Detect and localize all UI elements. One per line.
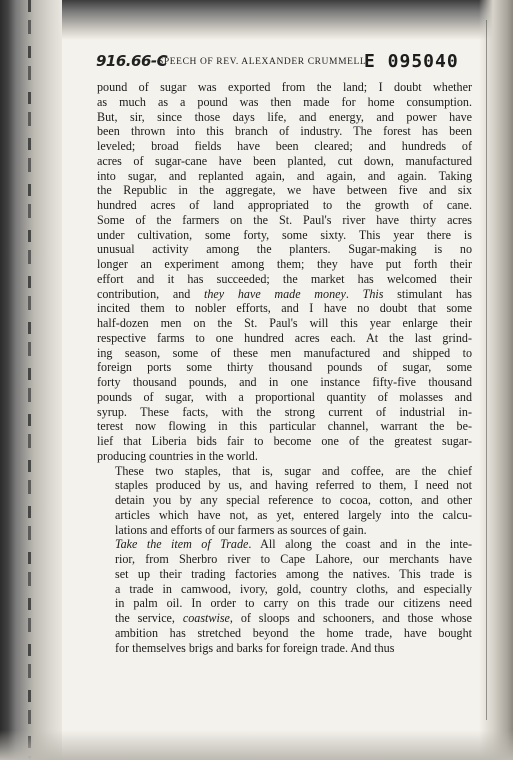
- paragraph: [97, 537, 472, 655]
- text-line: acres of sugar-cane have been planted, cut down, manufactured: [97, 153, 472, 168]
- text-line: in palm oil. In order to carry on this trade our citizens need: [115, 596, 472, 611]
- text-line: effort and it has succeeded; the market has welcomed their: [97, 271, 472, 286]
- text-line: the Republic in the aggregate, we have between five and six: [97, 183, 472, 198]
- text-line: Take the item of Trade. All along the coast and in the inte-: [115, 537, 472, 552]
- text-line: contribution, and they have made money. This stimulant has: [97, 286, 472, 301]
- text-line: half-dozen men on the St. Paul's will this year enlarge their: [97, 316, 472, 330]
- text-line: pounds of sugar, with a proportional quantity of molasses and: [97, 389, 472, 404]
- text-line: producing countries in the world.: [97, 448, 258, 463]
- text-line: hundred acres of land appropriated to the growth of cane.: [97, 198, 472, 212]
- text-line: under cultivation, some forty, some sixty. This year there is: [97, 227, 472, 242]
- text-line: articles which have not, as yet, entered largely into the calcu-: [115, 507, 472, 522]
- text-line: set up their trading factories among the natives. This trade is: [115, 566, 472, 581]
- text-line: been thrown into this branch of industry. The forest has been: [97, 124, 472, 139]
- text-line: forty thousand pounds, and in one instance fifty-five thousand: [97, 375, 472, 389]
- binding-edge: [0, 0, 62, 760]
- text-line: syrup. These facts, with the strong current of industrial in-: [97, 404, 472, 419]
- text-line: detain you by any special reference to cocoa, cotton, and other: [115, 493, 472, 507]
- text-line: longer an experiment among them; they have put forth their: [97, 257, 472, 271]
- text-line: into sugar, and replanted again, and again, and again. Taking: [97, 168, 472, 183]
- text-line: incited them to nobler efforts, and I have no doubt that some: [97, 301, 472, 316]
- text-line: terest now flowing in this particular channel, warrant the be-: [97, 419, 472, 434]
- scan-shadow-top: [0, 0, 513, 40]
- text-line: staples produced by us, and having referred to them, I need not: [115, 478, 472, 493]
- text-line: for themselves brigs and barks for foreign trade. And thus: [115, 640, 395, 655]
- text-line: ing season, some of these men manufactured and shipped to: [97, 345, 472, 360]
- text-line: unusual activity among the planters. Sugar-making is no: [97, 242, 472, 257]
- paragraph: [97, 464, 472, 538]
- page-edge-line: [486, 20, 487, 720]
- running-head: SPEECH OF REV. ALEXANDER CRUMMELL.: [158, 57, 370, 67]
- text-line: lief that Liberia bids fair to become one of the greatest sugar-: [97, 434, 472, 448]
- text-line: leveled; broad fields have been cleared; and hundreds of: [97, 139, 472, 153]
- accession-stamp: E 095040: [364, 51, 459, 72]
- text-line: ambition has stretched beyond the home trade, have bought: [115, 625, 472, 640]
- text-line: These two staples, that is, sugar and coffee, are the chief: [115, 463, 472, 478]
- scan-shadow-right: [479, 0, 513, 760]
- handwritten-catalog-number: 916.66-C: [96, 52, 168, 70]
- body-text: [97, 80, 472, 655]
- text-line: respective farms to one hundred acres each. At the last grind-: [97, 330, 472, 345]
- text-line: foreign ports some thirty thousand pounds of sugar, some: [97, 360, 472, 375]
- text-line: But, sir, since those days life, and energy, and power have: [97, 109, 472, 124]
- paragraph: [97, 80, 472, 464]
- text-line: a trade in camwood, ivory, gold, country cloths, and especially: [115, 581, 472, 596]
- text-line: Some of the farmers on the St. Paul's river have thirty acres: [97, 212, 472, 227]
- text-line: rior, from Sherbro river to Cape Lahore, our merchants have: [115, 552, 472, 566]
- text-line: as much as a pound was then made for home consumption.: [97, 94, 472, 109]
- scan-shadow-bottom: [0, 730, 513, 760]
- page-header: [96, 51, 468, 80]
- text-line: the service, coastwise, of sloops and schooners, and those whose: [115, 611, 472, 625]
- text-line: pound of sugar was exported from the land; I doubt whether: [97, 80, 472, 94]
- text-line: lations and efforts of our farmers as sources of gain.: [115, 522, 367, 537]
